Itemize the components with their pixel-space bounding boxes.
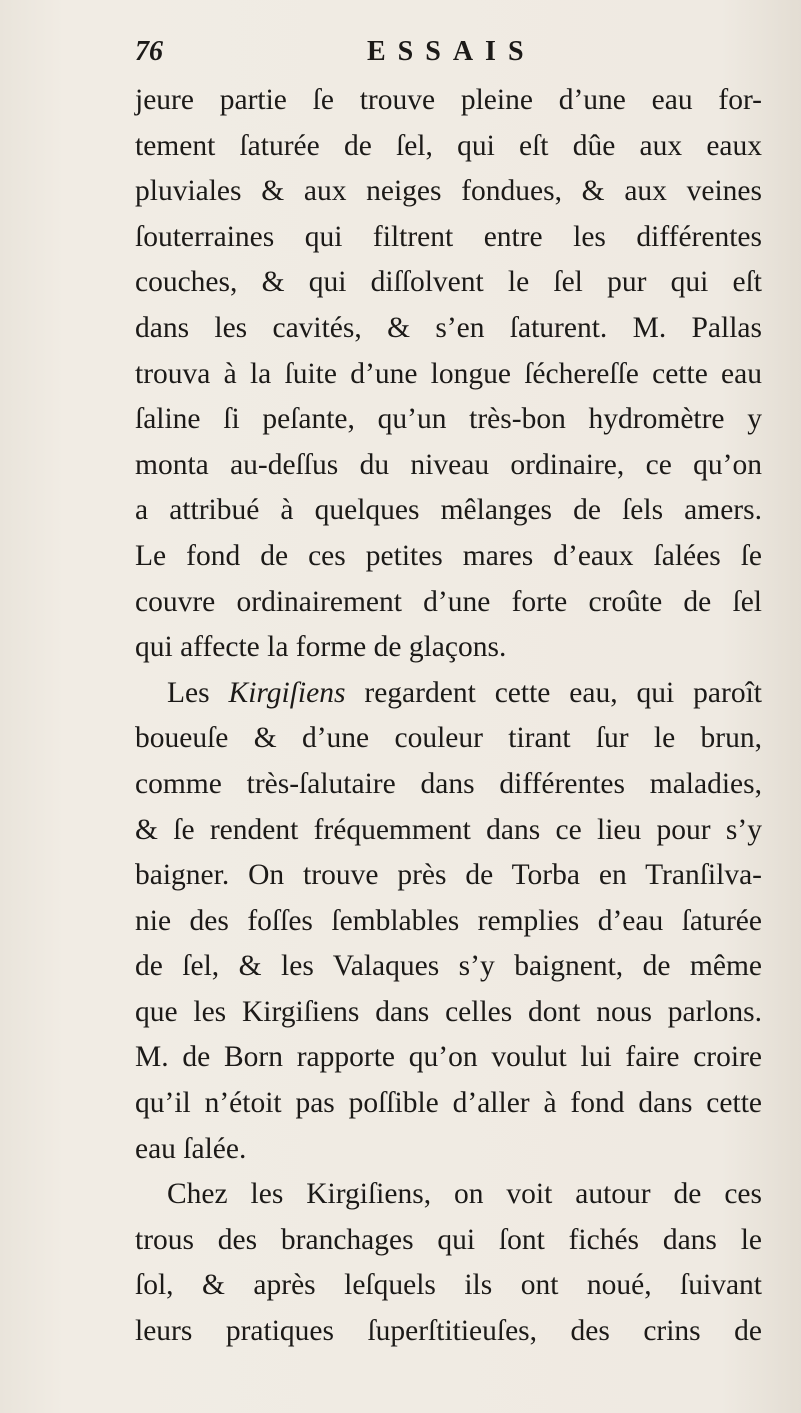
text-line: baigner. On trouve près de Torba en Tranſilva-	[135, 859, 762, 892]
text-line: a attribué à quelques mêlanges de ſels amers.	[135, 494, 762, 527]
running-title: ESSAIS	[367, 36, 536, 67]
page-header	[135, 36, 655, 76]
text-line: que les Kirgiſiens dans celles dont nous parlons.	[135, 995, 762, 1028]
text-line: comme très-ſalutaire dans différentes maladies,	[135, 767, 762, 800]
line-prefix: Les	[167, 676, 210, 709]
text-line: qu’il n’étoit pas poſſible d’aller à fond dans cette	[135, 1087, 762, 1120]
text-line: M. de Born rapporte qu’on voulut lui faire croire	[135, 1041, 762, 1074]
text-line: trouva à la ſuite d’une longue ſéchereſſe cette eau	[135, 357, 762, 390]
page-number: 76	[135, 36, 163, 67]
italic-term: Kirgiſiens	[228, 676, 346, 709]
text-line: de ſel, & les Valaques s’y baignent, de même	[135, 950, 762, 983]
text-line: couches, & qui diſſolvent le ſel pur qui eſt	[135, 266, 762, 299]
text-line: eau ſalée.	[135, 1132, 247, 1165]
text-line: ſol, & après leſquels ils ont noué, ſuivant	[135, 1269, 762, 1302]
text-line: dans les cavités, & s’en ſaturent. M. Pallas	[135, 311, 762, 344]
text-line: monta au-deſſus du niveau ordinaire, ce qu’on	[135, 448, 762, 481]
text-line-with-italic	[135, 671, 762, 717]
text-line: tement ſaturée de ſel, qui eſt dûe aux eaux	[135, 129, 762, 162]
text-line: Chez les Kirgiſiens, on voit autour de ces	[167, 1178, 762, 1211]
text-line: jeure partie ſe trouve pleine d’une eau for-	[135, 84, 762, 116]
text-line: pluviales & aux neiges fondues, & aux veines	[135, 175, 762, 208]
text-line: ſouterraines qui filtrent entre les différentes	[135, 220, 762, 253]
text-line: & ſe rendent fréquemment dans ce lieu pour s’y	[135, 813, 762, 846]
text-line: leurs pratiques ſuperſtitieuſes, des crins de	[135, 1315, 762, 1348]
text-line: qui affecte la forme de glaçons.	[135, 631, 507, 664]
text-line: couvre ordinairement d’une forte croûte de ſel	[135, 585, 762, 618]
text-line: boueuſe & d’une couleur tirant ſur le brun,	[135, 722, 762, 755]
body-text	[135, 78, 762, 1355]
text-line: Le fond de ces petites mares d’eaux ſalées ſe	[135, 539, 762, 572]
line-rest: regardent cette eau, qui paroît	[364, 676, 762, 709]
text-line: trous des branchages qui ſont fichés dans le	[135, 1223, 762, 1256]
text-line: ſaline ſi peſante, qu’un très-bon hydromètre y	[135, 403, 762, 436]
text-line: nie des foſſes ſemblables remplies d’eau ſaturée	[135, 904, 762, 937]
